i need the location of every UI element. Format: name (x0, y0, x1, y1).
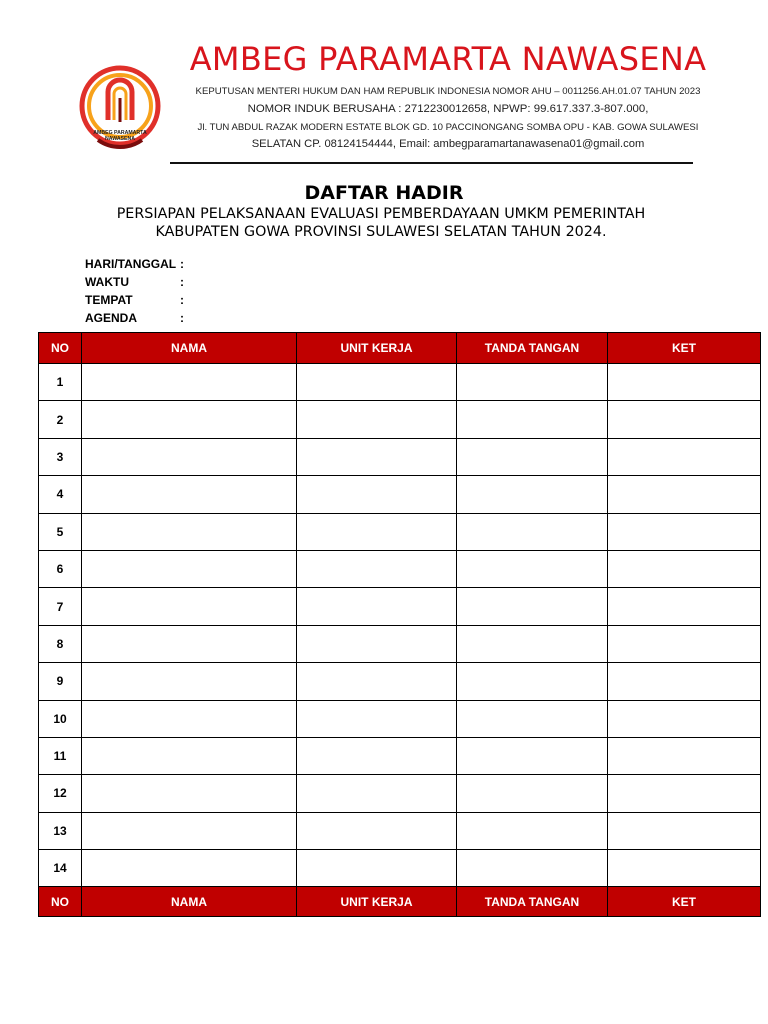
cell-tanda-tangan[interactable] (457, 550, 608, 587)
cell-no: 2 (39, 401, 82, 438)
cell-no: 9 (39, 663, 82, 700)
field-label: HARI/TANGGAL (85, 257, 177, 271)
cell-tanda-tangan[interactable] (457, 364, 608, 401)
table-row (39, 663, 761, 700)
cell-ket[interactable] (608, 476, 761, 513)
org-name: AMBEG PARAMARTA NAWASENA (189, 40, 707, 78)
company-logo (78, 58, 162, 162)
contact-line: SELATAN CP. 08124154444, Email: ambegparamartanawasena01@gmail.com (251, 138, 645, 150)
column-footer-tanda-tangan: TANDA TANGAN (457, 887, 608, 917)
field-label: AGENDA (85, 311, 138, 325)
field-colon: : (180, 311, 184, 325)
cell-tanda-tangan[interactable] (457, 438, 608, 475)
cell-ket[interactable] (608, 700, 761, 737)
cell-nama[interactable] (82, 663, 297, 700)
cell-tanda-tangan[interactable] (457, 663, 608, 700)
cell-tanda-tangan[interactable] (457, 850, 608, 887)
document-title: DAFTAR HADIR (304, 182, 464, 204)
column-header-ket: KET (608, 333, 761, 364)
meeting-info-fields (85, 255, 190, 327)
table-header-row (39, 333, 761, 364)
field-colon: : (180, 257, 184, 271)
cell-nama[interactable] (82, 438, 297, 475)
cell-unit-kerja[interactable] (297, 850, 457, 887)
cell-ket[interactable] (608, 588, 761, 625)
field-label: WAKTU (85, 275, 129, 289)
document-subtitle-line1: PERSIAPAN PELAKSANAAN EVALUASI PEMBERDAYAAN UMKM PEMERINTAH (116, 206, 646, 222)
cell-ket[interactable] (608, 625, 761, 662)
table-row (39, 588, 761, 625)
table-row (39, 700, 761, 737)
cell-unit-kerja[interactable] (297, 812, 457, 849)
cell-no: 10 (39, 700, 82, 737)
table-row (39, 550, 761, 587)
cell-nama[interactable] (82, 588, 297, 625)
cell-unit-kerja[interactable] (297, 513, 457, 550)
field-label: TEMPAT (85, 293, 133, 307)
cell-tanda-tangan[interactable] (457, 700, 608, 737)
column-header-tanda-tangan: TANDA TANGAN (457, 333, 608, 364)
field-waktu (85, 273, 190, 291)
cell-unit-kerja[interactable] (297, 700, 457, 737)
cell-tanda-tangan[interactable] (457, 588, 608, 625)
cell-nama[interactable] (82, 550, 297, 587)
cell-no: 12 (39, 775, 82, 812)
letterhead-divider (170, 162, 693, 164)
legal-decree-line: KEPUTUSAN MENTERI HUKUM DAN HAM REPUBLIK INDONESIA NOMOR AHU – 0011256.AH.01.07 TAHUN 2023 (195, 86, 701, 97)
cell-nama[interactable] (82, 476, 297, 513)
field-colon: : (180, 293, 184, 307)
table-row (39, 625, 761, 662)
cell-tanda-tangan[interactable] (457, 812, 608, 849)
field-agenda (85, 309, 190, 327)
cell-tanda-tangan[interactable] (457, 775, 608, 812)
column-header-nama: NAMA (82, 333, 297, 364)
cell-unit-kerja[interactable] (297, 663, 457, 700)
cell-nama[interactable] (82, 850, 297, 887)
field-hari-tanggal (85, 255, 190, 273)
cell-unit-kerja[interactable] (297, 775, 457, 812)
field-colon: : (180, 275, 184, 289)
cell-tanda-tangan[interactable] (457, 401, 608, 438)
cell-nama[interactable] (82, 812, 297, 849)
cell-unit-kerja[interactable] (297, 401, 457, 438)
cell-tanda-tangan[interactable] (457, 737, 608, 774)
cell-unit-kerja[interactable] (297, 476, 457, 513)
cell-ket[interactable] (608, 812, 761, 849)
logo-text-line2: NAWASENA (105, 136, 135, 142)
cell-ket[interactable] (608, 364, 761, 401)
cell-no: 7 (39, 588, 82, 625)
cell-unit-kerja[interactable] (297, 438, 457, 475)
table-row (39, 513, 761, 550)
cell-tanda-tangan[interactable] (457, 625, 608, 662)
cell-no: 5 (39, 513, 82, 550)
cell-nama[interactable] (82, 775, 297, 812)
table-row (39, 775, 761, 812)
column-footer-unit-kerja: UNIT KERJA (297, 887, 457, 917)
cell-ket[interactable] (608, 663, 761, 700)
column-header-unit-kerja: UNIT KERJA (297, 333, 457, 364)
cell-ket[interactable] (608, 513, 761, 550)
cell-no: 13 (39, 812, 82, 849)
table-row (39, 476, 761, 513)
table-row (39, 438, 761, 475)
cell-no: 3 (39, 438, 82, 475)
cell-unit-kerja[interactable] (297, 364, 457, 401)
address-line: Jl. TUN ABDUL RAZAK MODERN ESTATE BLOK GD. 10 PACCINONGANG SOMBA OPU - KAB. GOWA SULAWESI (197, 122, 699, 133)
document-subtitle-line2: KABUPATEN GOWA PROVINSI SULAWESI SELATAN TAHUN 2024. (155, 224, 607, 240)
logo-text-line1: AMBEG PARAMARTA (93, 130, 147, 136)
cell-ket[interactable] (608, 737, 761, 774)
column-footer-nama: NAMA (82, 887, 297, 917)
cell-no: 14 (39, 850, 82, 887)
cell-ket[interactable] (608, 775, 761, 812)
cell-unit-kerja[interactable] (297, 737, 457, 774)
business-id-line: NOMOR INDUK BERUSAHA : 2712230012658, NPWP: 99.617.337.3-807.000, (247, 103, 649, 115)
cell-no: 1 (39, 364, 82, 401)
cell-ket[interactable] (608, 438, 761, 475)
table-row (39, 812, 761, 849)
cell-unit-kerja[interactable] (297, 550, 457, 587)
column-footer-ket: KET (608, 887, 761, 917)
cell-ket[interactable] (608, 850, 761, 887)
table-row (39, 401, 761, 438)
cell-nama[interactable] (82, 364, 297, 401)
cell-nama[interactable] (82, 625, 297, 662)
table-body (39, 364, 761, 887)
cell-tanda-tangan[interactable] (457, 513, 608, 550)
cell-nama[interactable] (82, 513, 297, 550)
table-row (39, 850, 761, 887)
cell-nama[interactable] (82, 737, 297, 774)
table-row (39, 737, 761, 774)
cell-unit-kerja[interactable] (297, 588, 457, 625)
table-footer-row (39, 887, 761, 917)
table-row (39, 364, 761, 401)
field-tempat (85, 291, 190, 309)
cell-ket[interactable] (608, 550, 761, 587)
column-header-no: NO (39, 333, 82, 364)
cell-nama[interactable] (82, 700, 297, 737)
cell-no: 6 (39, 550, 82, 587)
column-footer-no: NO (39, 887, 82, 917)
cell-ket[interactable] (608, 401, 761, 438)
cell-nama[interactable] (82, 401, 297, 438)
cell-no: 4 (39, 476, 82, 513)
attendance-table (38, 332, 761, 917)
cell-unit-kerja[interactable] (297, 625, 457, 662)
cell-no: 8 (39, 625, 82, 662)
cell-no: 11 (39, 737, 82, 774)
cell-tanda-tangan[interactable] (457, 476, 608, 513)
